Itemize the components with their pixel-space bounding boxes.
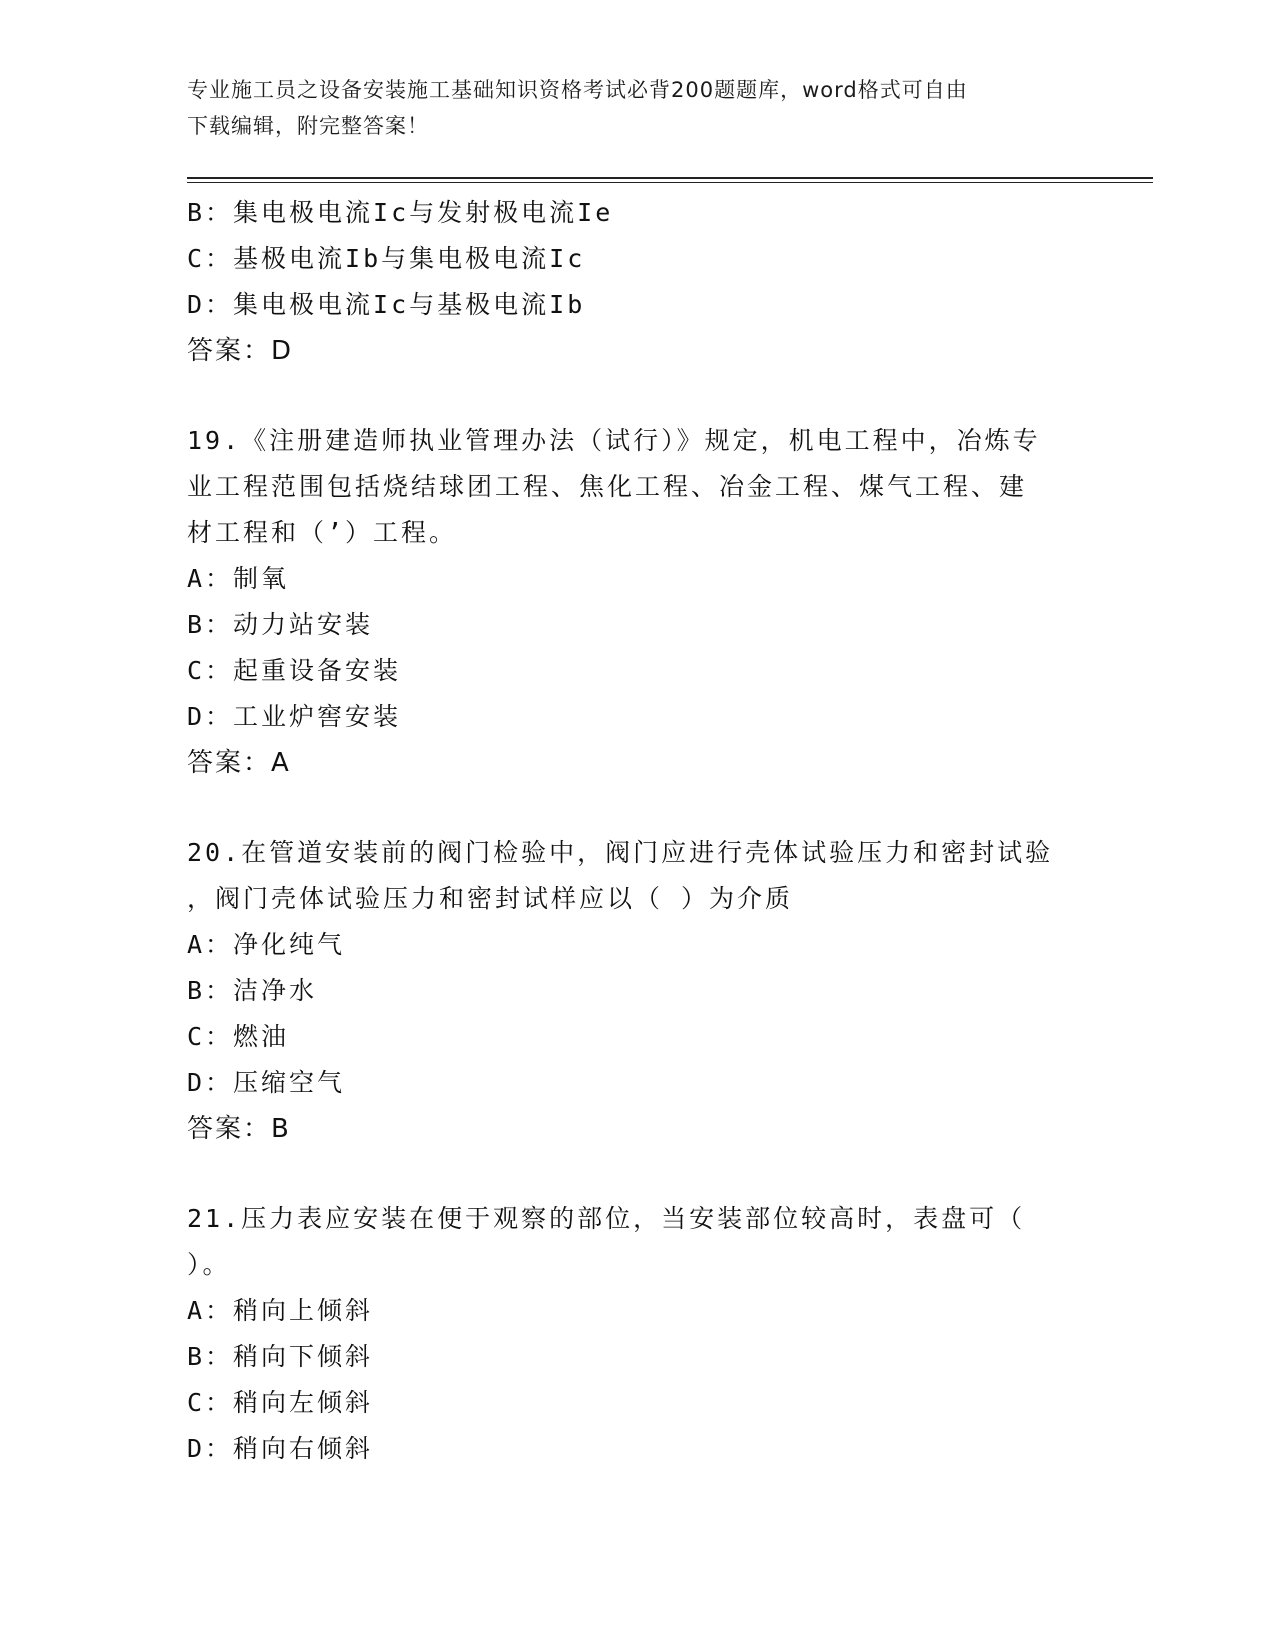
header-divider-thin: [187, 182, 1153, 183]
option-d: D：压缩空气: [187, 1068, 346, 1097]
option-a: A：稍向上倾斜: [187, 1296, 374, 1325]
question-21: [187, 1196, 1087, 1472]
question-19: [187, 418, 1087, 786]
question-text-line: ）。: [187, 1250, 231, 1279]
option-d: D：工业炉窖安装: [187, 702, 402, 731]
option-b: B：稍向下倾斜: [187, 1342, 374, 1371]
option-b: B：洁净水: [187, 976, 318, 1005]
answer-line: 答案：D: [187, 336, 294, 366]
option-a: A：制氧: [187, 564, 290, 593]
answer-line: 答案：B: [187, 1114, 291, 1144]
question-text-line: 材工程和（’）工程。: [187, 518, 458, 547]
answer-line: 答案：A: [187, 748, 291, 778]
question-text-line: 业工程范围包括烧结球团工程、焦化工程、冶金工程、煤气工程、建: [187, 472, 1028, 501]
question-content: [187, 190, 1087, 1472]
option-c: C：稍向左倾斜: [187, 1388, 374, 1417]
option-a: A：净化纯气: [187, 930, 346, 959]
option-b: B：动力站安装: [187, 610, 374, 639]
option-c: C：燃油: [187, 1022, 290, 1051]
spacer: [187, 786, 1087, 830]
option-c: C：起重设备安装: [187, 656, 402, 685]
header-divider-thick: [187, 177, 1153, 179]
option-c: C：基极电流Ib与集电极电流Ic: [187, 244, 586, 273]
question-18: [187, 190, 1087, 374]
question-text-line: 19.《注册建造师执业管理办法（试行）》规定，机电工程中，冶炼专: [187, 426, 1041, 455]
option-b: B：集电极电流Ic与发射极电流Ie: [187, 198, 614, 227]
question-text-line: ，阀门壳体试验压力和密封试样应以（ ）为介质: [187, 884, 794, 913]
header-line-1: 专业施工员之设备安装施工基础知识资格考试必背200题题库，word格式可自由: [187, 78, 968, 102]
question-text-line: 20.在管道安装前的阀门检验中，阀门应进行壳体试验压力和密封试验: [187, 838, 1054, 867]
question-20: [187, 830, 1087, 1152]
header-line-2: 下载编辑，附完整答案！: [187, 114, 429, 138]
option-d: D：集电极电流Ic与基极电流Ib: [187, 290, 586, 319]
document-header: [187, 72, 1087, 144]
spacer: [187, 374, 1087, 418]
question-text-line: 21.压力表应安装在便于观察的部位，当安装部位较高时，表盘可（: [187, 1204, 1026, 1233]
option-d: D：稍向右倾斜: [187, 1434, 374, 1463]
spacer: [187, 1152, 1087, 1196]
